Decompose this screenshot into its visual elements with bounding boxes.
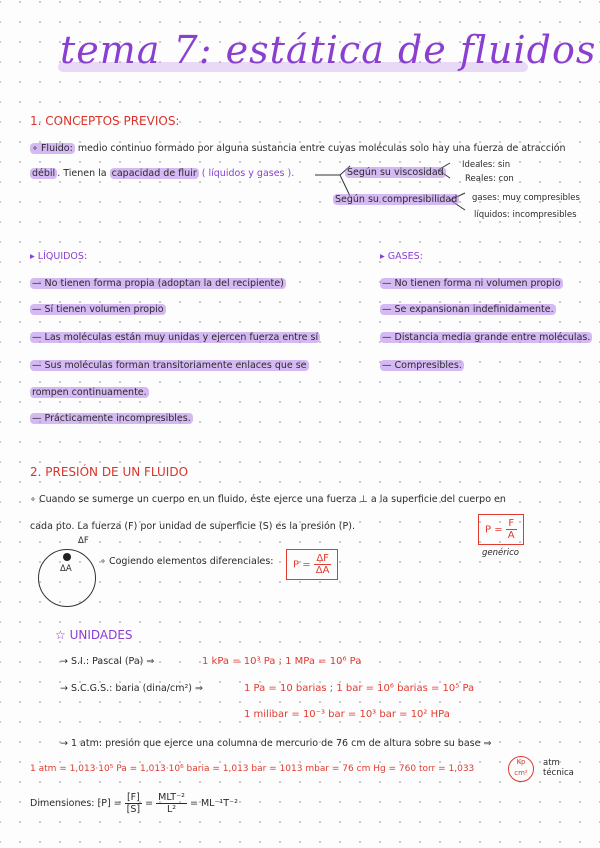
debil-term: débil (32, 168, 56, 179)
gases-item (380, 332, 592, 343)
dim-frac1-den: [S] (126, 804, 141, 815)
liquidos-item-text: — Prácticamente incompresibles. (32, 413, 191, 424)
gases-item-text: — No tienen forma ni volumen propio (382, 278, 561, 289)
kp-text: Kp (516, 758, 526, 766)
dp-label: P = (293, 559, 311, 571)
area-element-dot (63, 553, 71, 561)
cgs-units-label: → S.C.G.S.: baria (dina/cm²) ⇒ (60, 683, 203, 694)
liquidos-gases-note: ( líquidos y gases ). (201, 168, 295, 179)
dim-fraction-1 (125, 792, 142, 815)
liquidos-item-text: — Sí tienen volumen propio (32, 304, 164, 315)
viscosidad-text: Según su viscosidad (347, 167, 444, 178)
differential-pressure-box (286, 549, 338, 580)
cm2-text: cm² (514, 769, 528, 777)
dp-fraction (314, 553, 332, 576)
liquidos-item (30, 387, 149, 398)
presion-line2: cada pto. La fuerza (F) por unidad de superficie (S) es la presión (P). (30, 521, 355, 532)
liquidos-item (30, 278, 286, 289)
gases-item-text: — Distancia media grande entre moléculas. (382, 332, 591, 343)
dim-frac1-num: [F] (125, 792, 142, 804)
dimensiones-line: Dimensiones: [P] = $\frac{[F]}{[S]}$ = $\frac{\text{MLT⁻²}}{\text{L²}}$ = ML⁻¹T⁻² (30, 792, 238, 815)
atm-definition: → 1 atm: presión que ejerce una columna de mercurio de 76 cm de altura sobre su base ⇒ (60, 738, 492, 749)
fluido-term: ∘ Fluido: (32, 143, 73, 154)
dim-fraction-2 (156, 792, 187, 815)
compresibilidad-label (333, 194, 459, 205)
generico-label: genérico (482, 548, 519, 558)
delta-a-label: ΔA (60, 564, 72, 574)
fluido-definition-line1 (30, 143, 566, 154)
liquidos-item (30, 413, 193, 424)
liquidos-item-text: — Las moléculas están muy unidas y ejercen fuerza entre sí (32, 332, 319, 343)
gases-item (380, 278, 563, 289)
gases-item (380, 304, 556, 315)
reales-item: Reales: con (465, 174, 514, 184)
dim-frac2-den: L² (166, 804, 177, 815)
pressure-numerator: F (506, 518, 517, 530)
liquidos-heading: ▸ LÍQUIDOS: (30, 251, 88, 262)
gases-compresibles: gases: muy compresibles (472, 193, 580, 203)
gases-heading: ▸ GASES: (380, 251, 423, 262)
unidades-heading: ☆ UNIDADES (55, 628, 133, 642)
compresibilidad-text: Según su compresibilidad (335, 194, 458, 205)
delta-f-label: ΔF (78, 536, 89, 546)
atm-equivalences: 1 atm = 1,013·10⁵ Pa = 1,013·10⁶ baria = 1,013 bar = 1013 mbar = 76 cm Hg = 760 torr = 1,033 (30, 764, 475, 774)
liquidos-item-text: rompen continuamente. (32, 387, 147, 398)
capacidad-term: capacidad de fluir (111, 168, 197, 179)
pressure-denominator: A (507, 530, 515, 541)
si-units-values: 1 kPa = 10³ Pa ; 1 MPa = 10⁶ Pa (202, 656, 362, 667)
pressure-fraction (506, 518, 517, 541)
gases-item-text: — Compresibles. (382, 360, 462, 371)
dim-frac2-num: MLT⁻² (158, 792, 185, 803)
dimensiones-label: Dimensiones: [P] = (30, 798, 122, 809)
presion-line1: ∘ Cuando se sumerge un cuerpo en un fluido, éste ejerce una fuerza ⊥ a la superficie del cuerpo en (30, 494, 506, 505)
pressure-label: P = (485, 524, 503, 536)
kp-cm2-circle (508, 756, 534, 782)
milibar-values: 1 milibar = 10⁻³ bar = 10³ bar = 10² HPa (244, 709, 450, 720)
section-2-heading: 2. PRESIÓN DE UN FLUIDO (30, 465, 189, 479)
liquidos-item-text: — No tienen forma propia (adoptan la del recipiente) (32, 278, 284, 289)
liquidos-item (30, 304, 166, 315)
si-units-label: → S.I.: Pascal (Pa) ⇒ (60, 656, 155, 667)
liquidos-item (30, 332, 320, 343)
viscosidad-label (345, 167, 446, 178)
liquidos-incompresibles: líquidos: incompresibles (474, 210, 577, 220)
atm-tecnica-note: atm técnica (543, 758, 574, 778)
cgs-units-values: 1 Pa = 10 barias ; 1 bar = 10⁶ barias = 10⁵ Pa (244, 683, 475, 694)
dim-result: = ML⁻¹T⁻² (189, 798, 238, 809)
cogiendo-line: ∘ Cogiendo elementos diferenciales: (100, 556, 274, 567)
gases-item-text: — Se expansionan indefinidamente. (382, 304, 554, 315)
ideales-item: Ideales: sin (462, 160, 511, 170)
dp-denominator: ΔA (315, 565, 330, 576)
gases-item (380, 360, 464, 371)
liquidos-item-text: — Sus moléculas forman transitoriamente enlaces que se (32, 360, 307, 371)
section-1-heading: 1. CONCEPTOS PREVIOS: (30, 114, 180, 128)
pressure-formula-box (478, 514, 524, 545)
dp-numerator: ΔF (314, 553, 332, 565)
liquidos-item (30, 360, 309, 371)
tienen-text: . Tienen la (57, 168, 107, 179)
fluido-definition-line2 (30, 168, 294, 179)
page-title: tema 7: estática de fluidos (60, 28, 597, 72)
fluido-definition-text: medio continuo formado por alguna sustancia entre cuyas moléculas solo hay una fuerza de atracción (77, 143, 566, 154)
